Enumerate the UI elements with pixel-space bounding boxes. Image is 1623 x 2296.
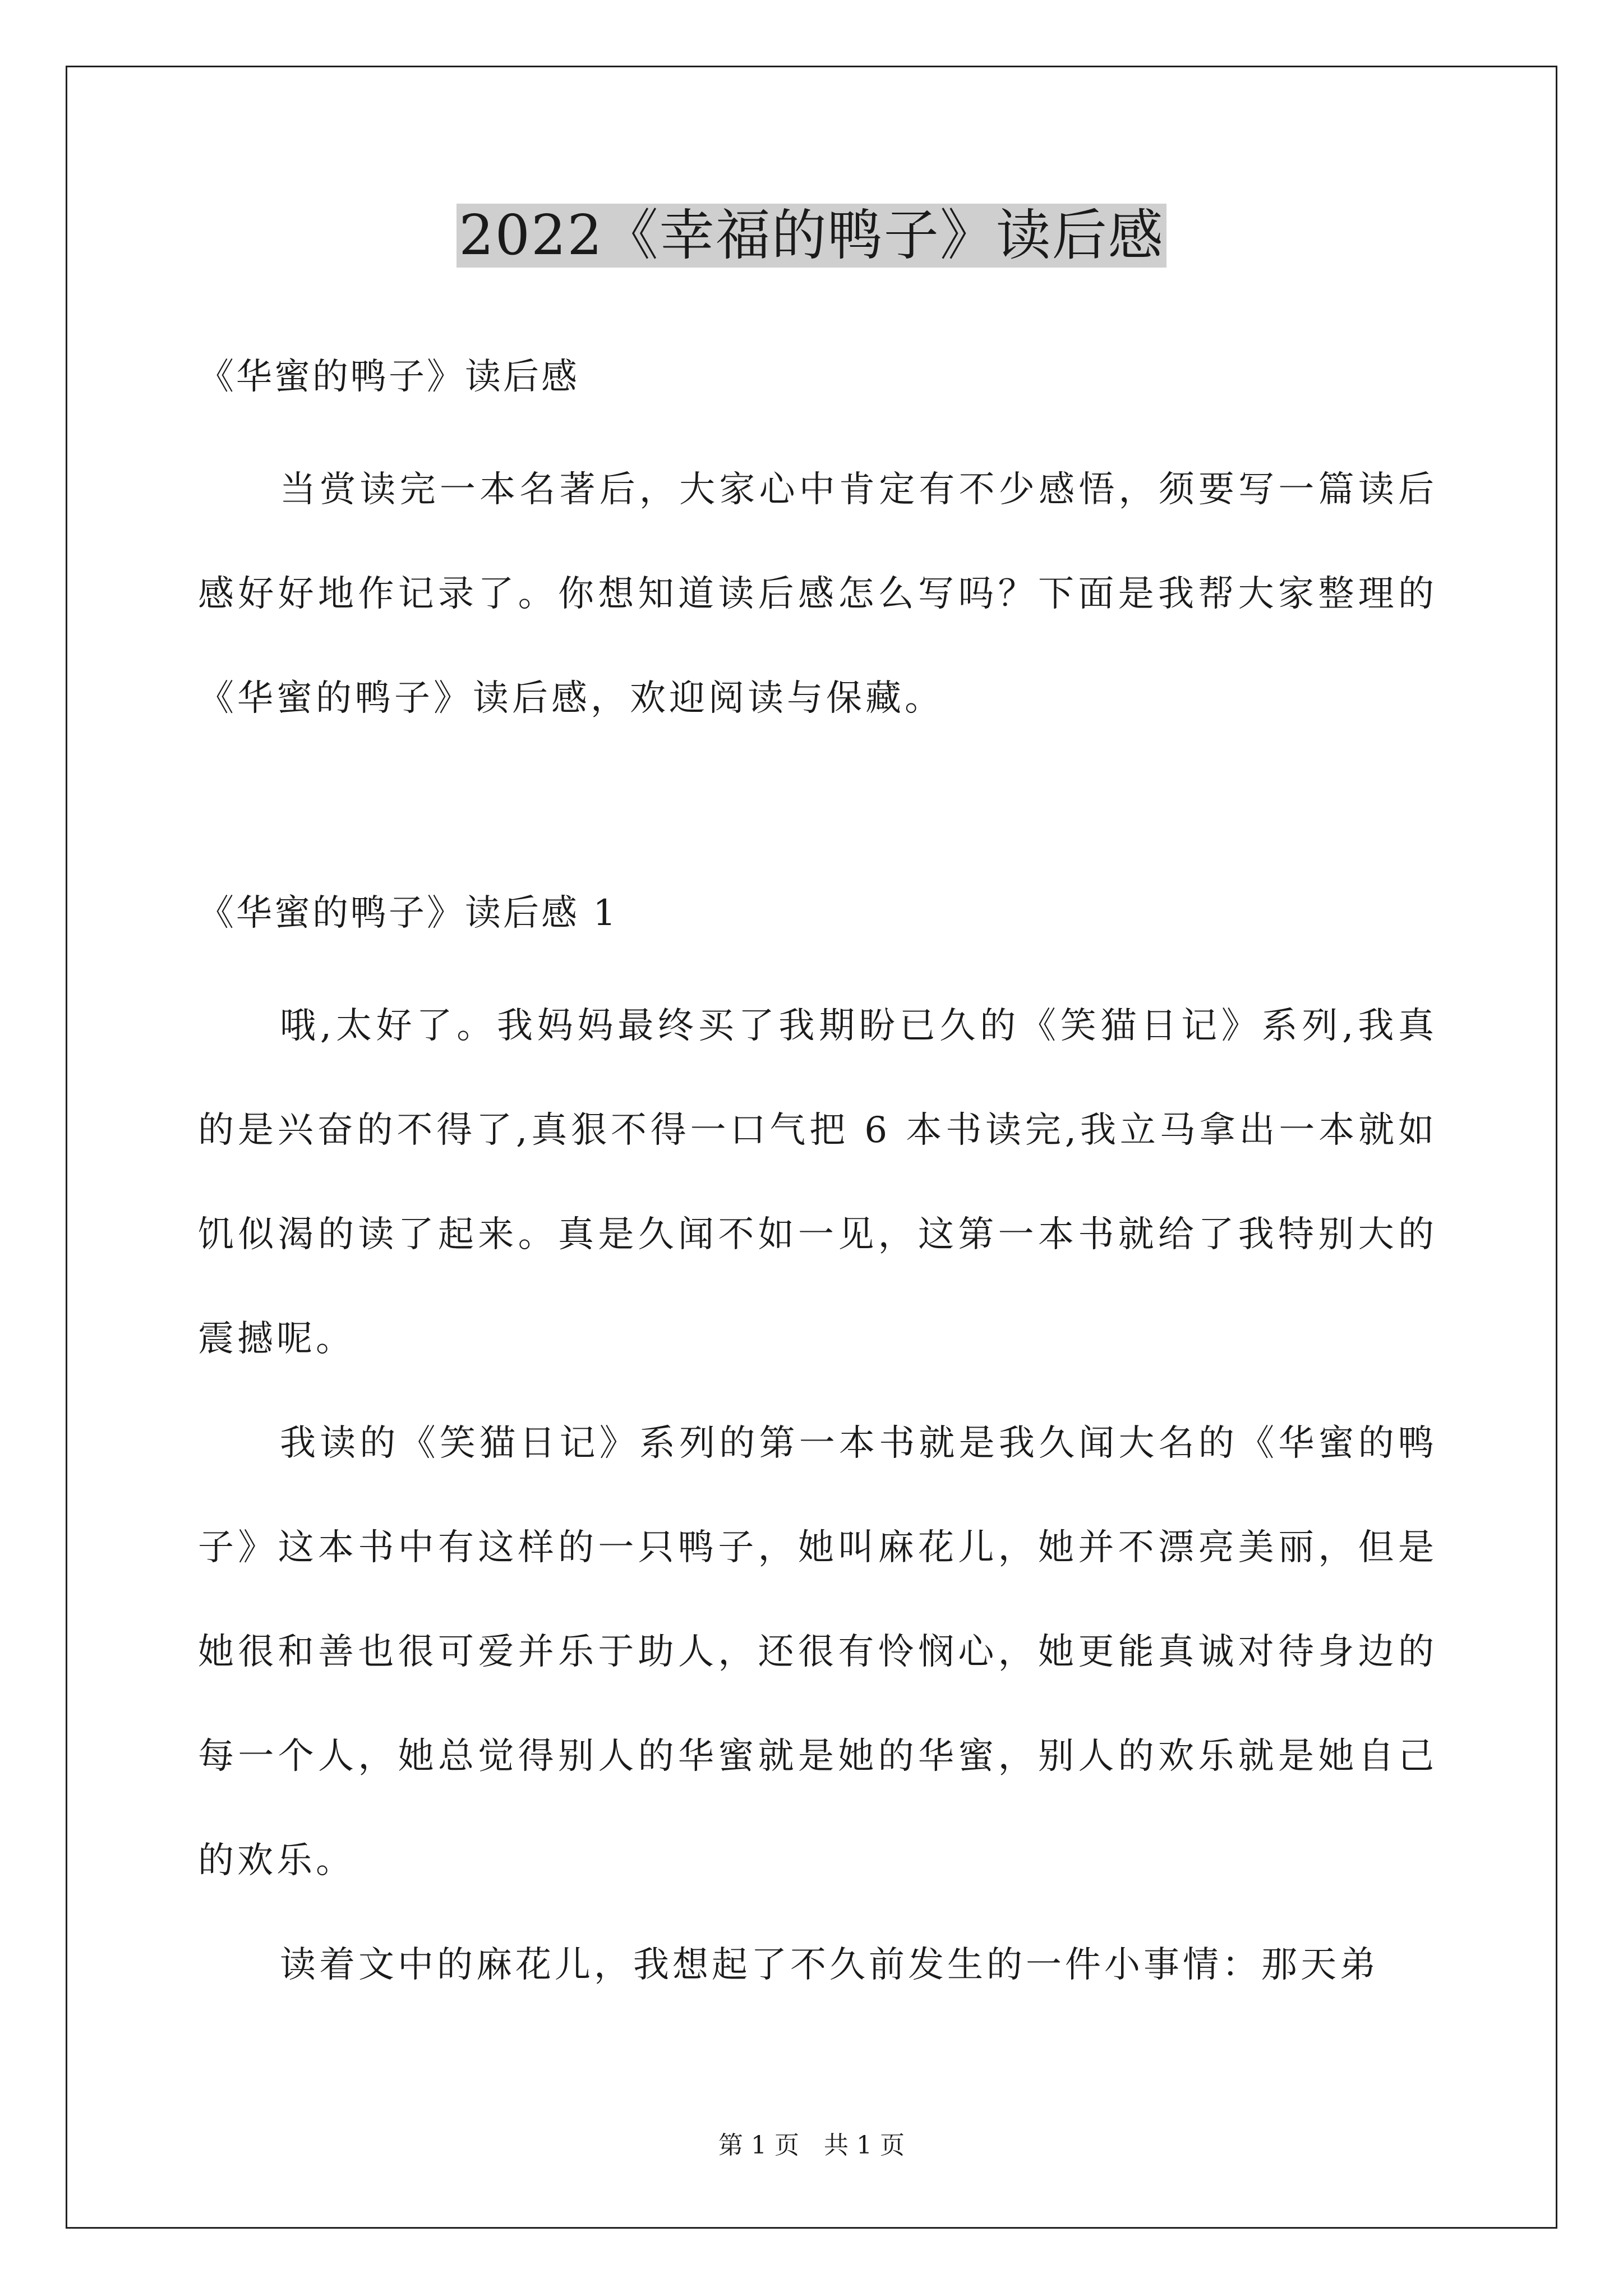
intro-paragraph: 当赏读完一本名著后，大家心中肯定有不少感悟，须要写一篇读后感好好地作记录了。你想知道读后感怎么写吗？下面是我帮大家整理的《华蜜的鸭子》读后感，欢迎阅读与保藏。 [198,469,1437,719]
document-subtitle: 《华蜜的鸭子》读后感 [198,356,579,398]
body-paragraph-1: 哦,太好了。我妈妈最终买了我期盼已久的《笑猫日记》系列,我真的是兴奋的不得了,真狠不得一口气把 6 本书读完,我立马拿出一本就如饥似渴的读了起来。真是久闻不如一见，这第一本书就给了我特别大的震撼呢。 [198,1005,1437,1360]
section-heading: 《华蜜的鸭子》读后感 1 [198,892,619,934]
body-text-block [198,974,1437,2017]
intro-paragraph-block [198,438,1437,751]
body-paragraph-2: 我读的《笑猫日记》系列的第一本书就是我久闻大名的《华蜜的鸭子》这本书中有这样的一只鸭子，她叫麻花儿，她并不漂亮美丽，但是她很和善也很可爱并乐于助人，还很有怜悯心，她更能真诚对待身边的每一个人，她总觉得别人的华蜜就是她的华蜜，别人的欢乐就是她自己的欢乐。 [198,1423,1437,1881]
page-footer: 第 1 页 共 1 页 [718,2131,905,2160]
body-paragraph-3: 读着文中的麻花儿，我想起了不久前发生的一件小事情：那天弟 [280,1944,1379,1986]
document-title [0,199,1623,272]
document-title-text: 2022《幸福的鸭子》读后感 [457,204,1166,268]
